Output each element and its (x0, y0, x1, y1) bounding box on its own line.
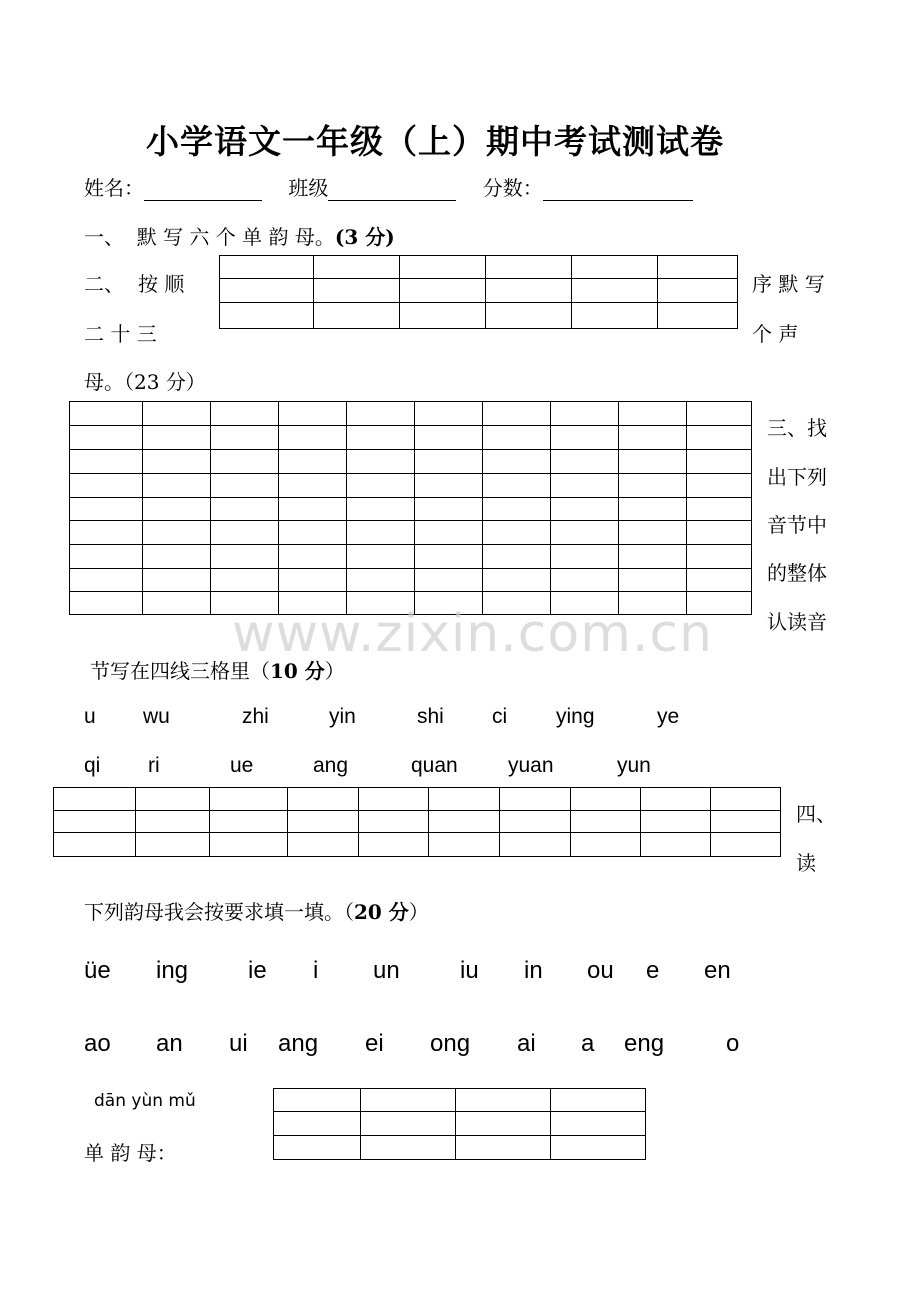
single-finals-label: 单 韵 母： (84, 1141, 177, 1165)
q3-continuation (90, 655, 345, 684)
q1-score: (3 分) (334, 225, 395, 249)
final: ou (587, 957, 614, 984)
final: un (373, 957, 400, 984)
syllable: ue (230, 754, 254, 777)
q2-right-line1: 序 默 写 (752, 272, 825, 296)
syllable: ye (657, 705, 680, 728)
syllable: yun (617, 754, 651, 777)
class-label: 班级 (288, 176, 329, 200)
syllable: u (84, 705, 96, 728)
q4-cont-text: 下列韵母我会按要求填一填。（ (84, 900, 354, 924)
q2-continuation: 母。（23 分） (84, 370, 206, 394)
q2-writing-grid[interactable] (219, 255, 738, 329)
syllable: ying (556, 705, 595, 728)
q4-continuation (84, 896, 429, 925)
q3-side-5: 认读音 (767, 610, 827, 634)
score-label: 分数： (482, 176, 543, 200)
syllable: ci (492, 705, 508, 728)
final: ei (365, 1030, 384, 1057)
final: ao (84, 1030, 111, 1057)
final: eng (624, 1030, 665, 1057)
syllable: shi (417, 705, 444, 728)
syllable: yin (329, 705, 356, 728)
final: ie (248, 957, 267, 984)
final: en (704, 957, 731, 984)
syllable: ang (313, 754, 349, 777)
final: ang (278, 1030, 319, 1057)
final: üe (84, 957, 111, 984)
page-title: 小学语文一年级（上）期中考试测试卷 (146, 122, 724, 161)
single-finals-grid[interactable] (273, 1088, 646, 1160)
q4-close: ） (408, 900, 429, 924)
q2-number: 二、 (84, 272, 124, 296)
q3-side-1: 三、找 (767, 416, 827, 440)
info-line (84, 172, 693, 201)
pinyin-annotation: dān yùn mǔ (94, 1091, 196, 1111)
q2-left-line2: 二 十 三 (84, 322, 157, 346)
q3-side-4: 的整体 (767, 561, 827, 585)
final: ai (517, 1030, 536, 1057)
q2-left-line1: 按 顺 (138, 272, 185, 296)
final: e (646, 957, 660, 984)
final: an (156, 1030, 183, 1057)
final: i (313, 957, 319, 984)
consonants-writing-grid[interactable] (69, 401, 752, 615)
q3-cont-text: 节写在四线三格里（ (90, 659, 270, 683)
watermark: www.zixin.com.cn (232, 604, 713, 664)
q4-side-1: 四、 (796, 802, 836, 826)
syllable: quan (411, 754, 458, 777)
final: o (726, 1030, 740, 1057)
q3-close: ） (324, 659, 345, 683)
name-label: 姓名： (84, 176, 144, 200)
q3-side-3: 音节中 (767, 513, 827, 537)
class-blank[interactable] (328, 180, 456, 201)
q4-side-2: 读 (796, 851, 816, 875)
syllable: qi (84, 754, 101, 777)
final: ui (229, 1030, 248, 1057)
syllable: yuan (508, 754, 554, 777)
q3-writing-grid[interactable] (53, 787, 781, 857)
syllable: zhi (242, 705, 269, 728)
final: iu (460, 957, 479, 984)
q1-text: 默 写 六 个 单 韵 母。 (136, 225, 335, 249)
syllable: ri (148, 754, 160, 777)
name-blank[interactable] (144, 180, 262, 201)
syllable: wu (143, 705, 170, 728)
q3-side-2: 出下列 (767, 465, 827, 489)
q3-score: 10 分 (270, 659, 325, 683)
final: a (581, 1030, 595, 1057)
q2-right-line2: 个 声 (752, 322, 799, 346)
final: ing (156, 957, 189, 984)
q1-number: 一、 (84, 225, 124, 249)
question-1 (84, 221, 395, 250)
score-blank[interactable] (543, 180, 693, 201)
q4-score: 20 分 (354, 900, 409, 924)
final: in (524, 957, 543, 984)
final: ong (430, 1030, 471, 1057)
